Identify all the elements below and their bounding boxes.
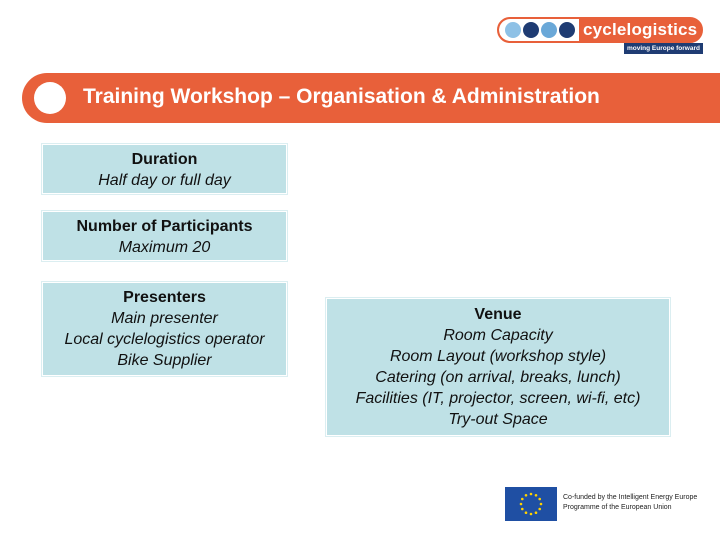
logo-dot [505, 22, 521, 38]
eu-text-line: Co-funded by the Intelligent Energy Europe [563, 494, 698, 501]
duration-heading: Duration [131, 151, 198, 168]
venue-line: Room Capacity [443, 327, 553, 344]
presenters-heading: Presenters [123, 289, 206, 306]
presenters-line: Bike Supplier [117, 352, 212, 369]
participants-box [42, 211, 287, 261]
venue-box [326, 298, 670, 436]
eu-cofunding-text [563, 493, 697, 513]
logo-tagline: moving Europe forward [624, 43, 703, 54]
presenters-line: Local cyclelogistics operator [64, 331, 265, 348]
logo-dot [559, 22, 575, 38]
presenters-box [42, 282, 287, 376]
logo-text: cyclelogistics [583, 20, 698, 39]
venue-line: Try-out Space [448, 411, 548, 428]
eu-flag-icon [505, 487, 557, 521]
venue-line: Room Layout (workshop style) [389, 348, 607, 365]
eu-text-line: Programme of the European Union [563, 504, 672, 511]
presenters-line: Main presenter [111, 310, 218, 327]
logo-dot [523, 22, 539, 38]
title-bar [22, 73, 720, 123]
logo-dots [499, 19, 579, 41]
title-circle-icon [34, 82, 66, 114]
venue-line: Facilities (IT, projector, screen, wi-fi, etc) [355, 390, 641, 407]
participants-line: Maximum 20 [118, 239, 211, 256]
cyclelogistics-logo [497, 17, 703, 43]
duration-line: Half day or full day [98, 172, 231, 189]
page-title: Training Workshop – Organisation & Administration [83, 85, 600, 108]
duration-box [42, 144, 287, 194]
participants-heading: Number of Participants [76, 218, 253, 235]
venue-heading: Venue [474, 306, 522, 323]
logo-dot [541, 22, 557, 38]
venue-line: Catering (on arrival, breaks, lunch) [375, 369, 621, 386]
